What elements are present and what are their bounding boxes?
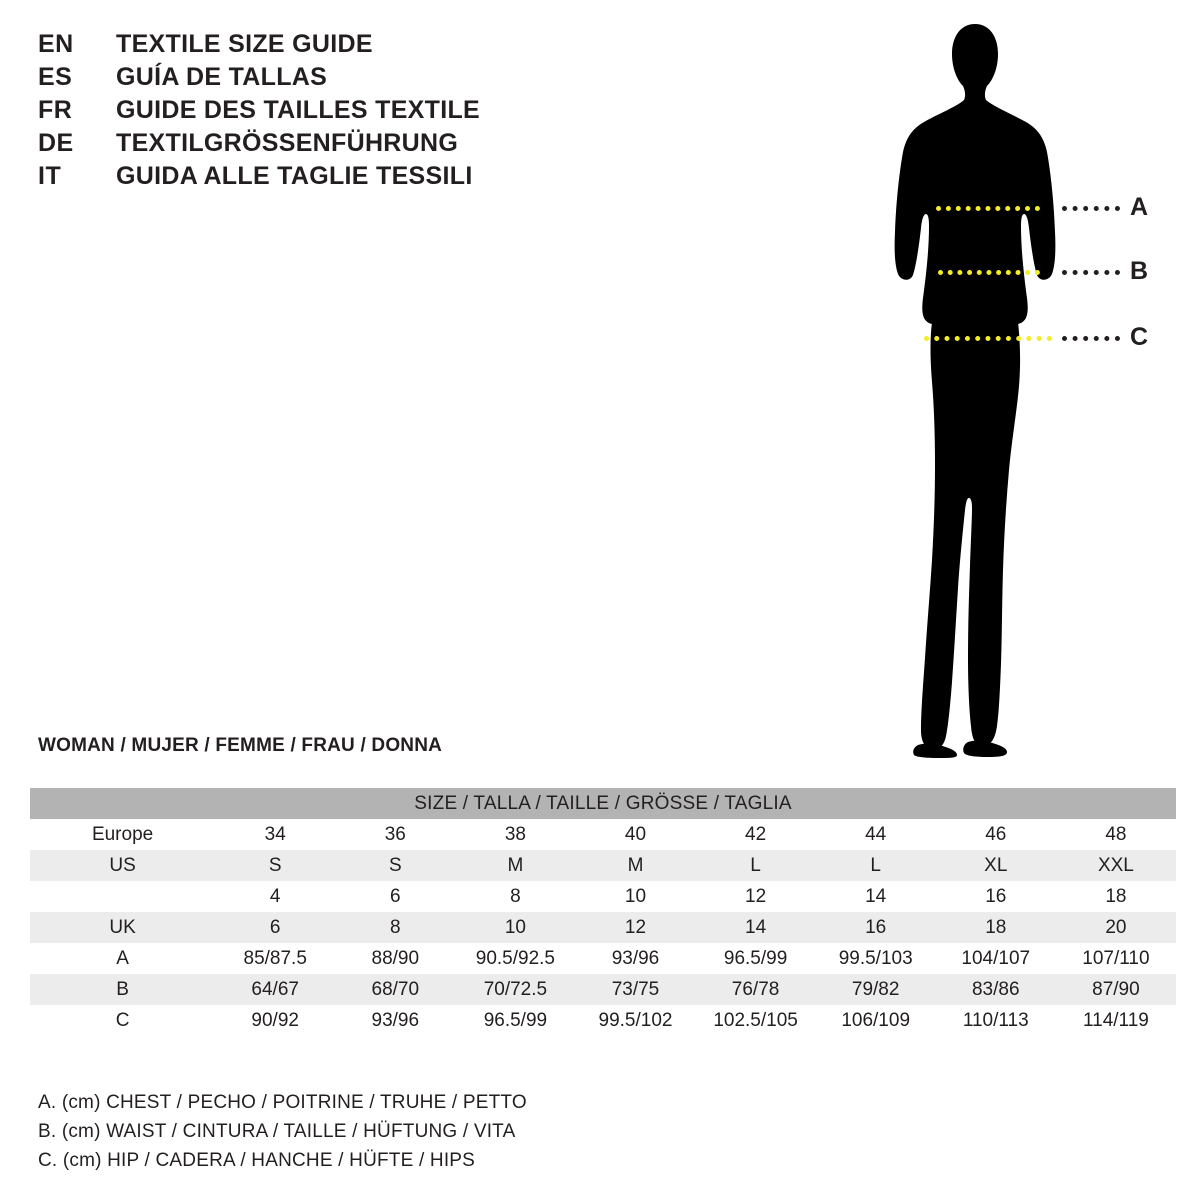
title-text-en: TEXTILE SIZE GUIDE [116,30,373,58]
cell: 14 [696,912,816,943]
cell: 34 [215,819,335,850]
cell: 106/109 [816,1005,936,1036]
cell: 16 [816,912,936,943]
table-row [30,850,1176,881]
cell: 96.5/99 [455,1005,575,1036]
cell: S [335,850,455,881]
cell: 68/70 [335,974,455,1005]
title-block [38,30,738,195]
waist-leader-line [1062,270,1120,275]
row-label-uk: UK [30,912,215,943]
cell: 110/113 [936,1005,1056,1036]
cell: 90.5/92.5 [455,943,575,974]
title-lang-fr: FR [38,96,73,124]
row-label-b: B [30,974,215,1005]
cell: 14 [816,881,936,912]
cell: 20 [1056,912,1176,943]
row-label-europe: Europe [30,819,215,850]
measure-label-c: C [1130,323,1149,351]
cell: 16 [936,881,1056,912]
cell: XL [936,850,1056,881]
title-lang-en: EN [38,30,74,58]
cell: 12 [696,881,816,912]
cell: 102.5/105 [696,1005,816,1036]
cell: 64/67 [215,974,335,1005]
cell: 44 [816,819,936,850]
hip-leader-line [1062,336,1120,341]
cell: 40 [575,819,695,850]
cell: 36 [335,819,455,850]
cell: L [816,850,936,881]
title-text-es: GUÍA DE TALLAS [116,63,328,91]
row-label-a: A [30,943,215,974]
footnote-a: A. (cm) CHEST / PECHO / POITRINE / TRUHE / PETTO [38,1092,527,1113]
cell: 96.5/99 [696,943,816,974]
cell: L [696,850,816,881]
measure-label-b: B [1130,257,1149,285]
footnote-c: C. (cm) HIP / CADERA / HANCHE / HÜFTE / HIPS [38,1150,476,1171]
cell: 99.5/103 [816,943,936,974]
waist-measure-line [938,270,1040,275]
footnotes [38,1088,527,1175]
cell: M [575,850,695,881]
title-row [38,129,738,162]
cell: 88/90 [335,943,455,974]
table-row [30,912,1176,943]
cell: 70/72.5 [455,974,575,1005]
cell: 104/107 [936,943,1056,974]
cell: S [215,850,335,881]
cell: 73/75 [575,974,695,1005]
size-table [30,788,1176,1036]
cell: 12 [575,912,695,943]
hip-measure-line [924,336,1052,341]
cell: 87/90 [1056,974,1176,1005]
table-header-row [30,788,1176,819]
section-title-woman: WOMAN / MUJER / FEMME / FRAU / DONNA [38,735,443,756]
table-row [30,881,1176,912]
row-label-c: C [30,1005,215,1036]
measure-label-a: A [1130,193,1149,221]
cell: 79/82 [816,974,936,1005]
title-lang-es: ES [38,63,73,91]
cell: 10 [575,881,695,912]
cell: 46 [936,819,1056,850]
title-row [38,30,738,63]
cell: 90/92 [215,1005,335,1036]
female-body-figure [860,18,1180,758]
table-header-label: SIZE / TALLA / TAILLE / GRÖSSE / TAGLIA [30,788,1176,819]
cell: 85/87.5 [215,943,335,974]
table-row [30,1005,1176,1036]
table-row [30,819,1176,850]
title-text-de: TEXTILGRÖSSENFÜHRUNG [116,129,459,157]
title-row [38,63,738,96]
cell: 4 [215,881,335,912]
cell: M [455,850,575,881]
chest-leader-line [1062,206,1120,211]
row-label-us-numeric [30,881,215,912]
cell: 83/86 [936,974,1056,1005]
title-text-fr: GUIDE DES TAILLES TEXTILE [116,96,481,124]
chest-measure-line [936,206,1040,211]
cell: 76/78 [696,974,816,1005]
title-row [38,96,738,129]
title-lang-it: IT [38,162,62,190]
cell: 18 [1056,881,1176,912]
cell: 93/96 [575,943,695,974]
table-row [30,943,1176,974]
cell: 10 [455,912,575,943]
cell: 6 [215,912,335,943]
footnote-b: B. (cm) WAIST / CINTURA / TAILLE / HÜFTUNG / VITA [38,1121,516,1142]
cell: XXL [1056,850,1176,881]
cell: 107/110 [1056,943,1176,974]
row-label-us: US [30,850,215,881]
cell: 99.5/102 [575,1005,695,1036]
table-row [30,974,1176,1005]
title-lang-de: DE [38,129,74,157]
cell: 114/119 [1056,1005,1176,1036]
cell: 6 [335,881,455,912]
cell: 42 [696,819,816,850]
title-text-it: GUIDA ALLE TAGLIE TESSILI [116,162,473,190]
body-silhouette-icon [860,18,1090,758]
cell: 48 [1056,819,1176,850]
cell: 18 [936,912,1056,943]
cell: 8 [335,912,455,943]
cell: 38 [455,819,575,850]
title-row [38,162,738,195]
cell: 8 [455,881,575,912]
cell: 93/96 [335,1005,455,1036]
